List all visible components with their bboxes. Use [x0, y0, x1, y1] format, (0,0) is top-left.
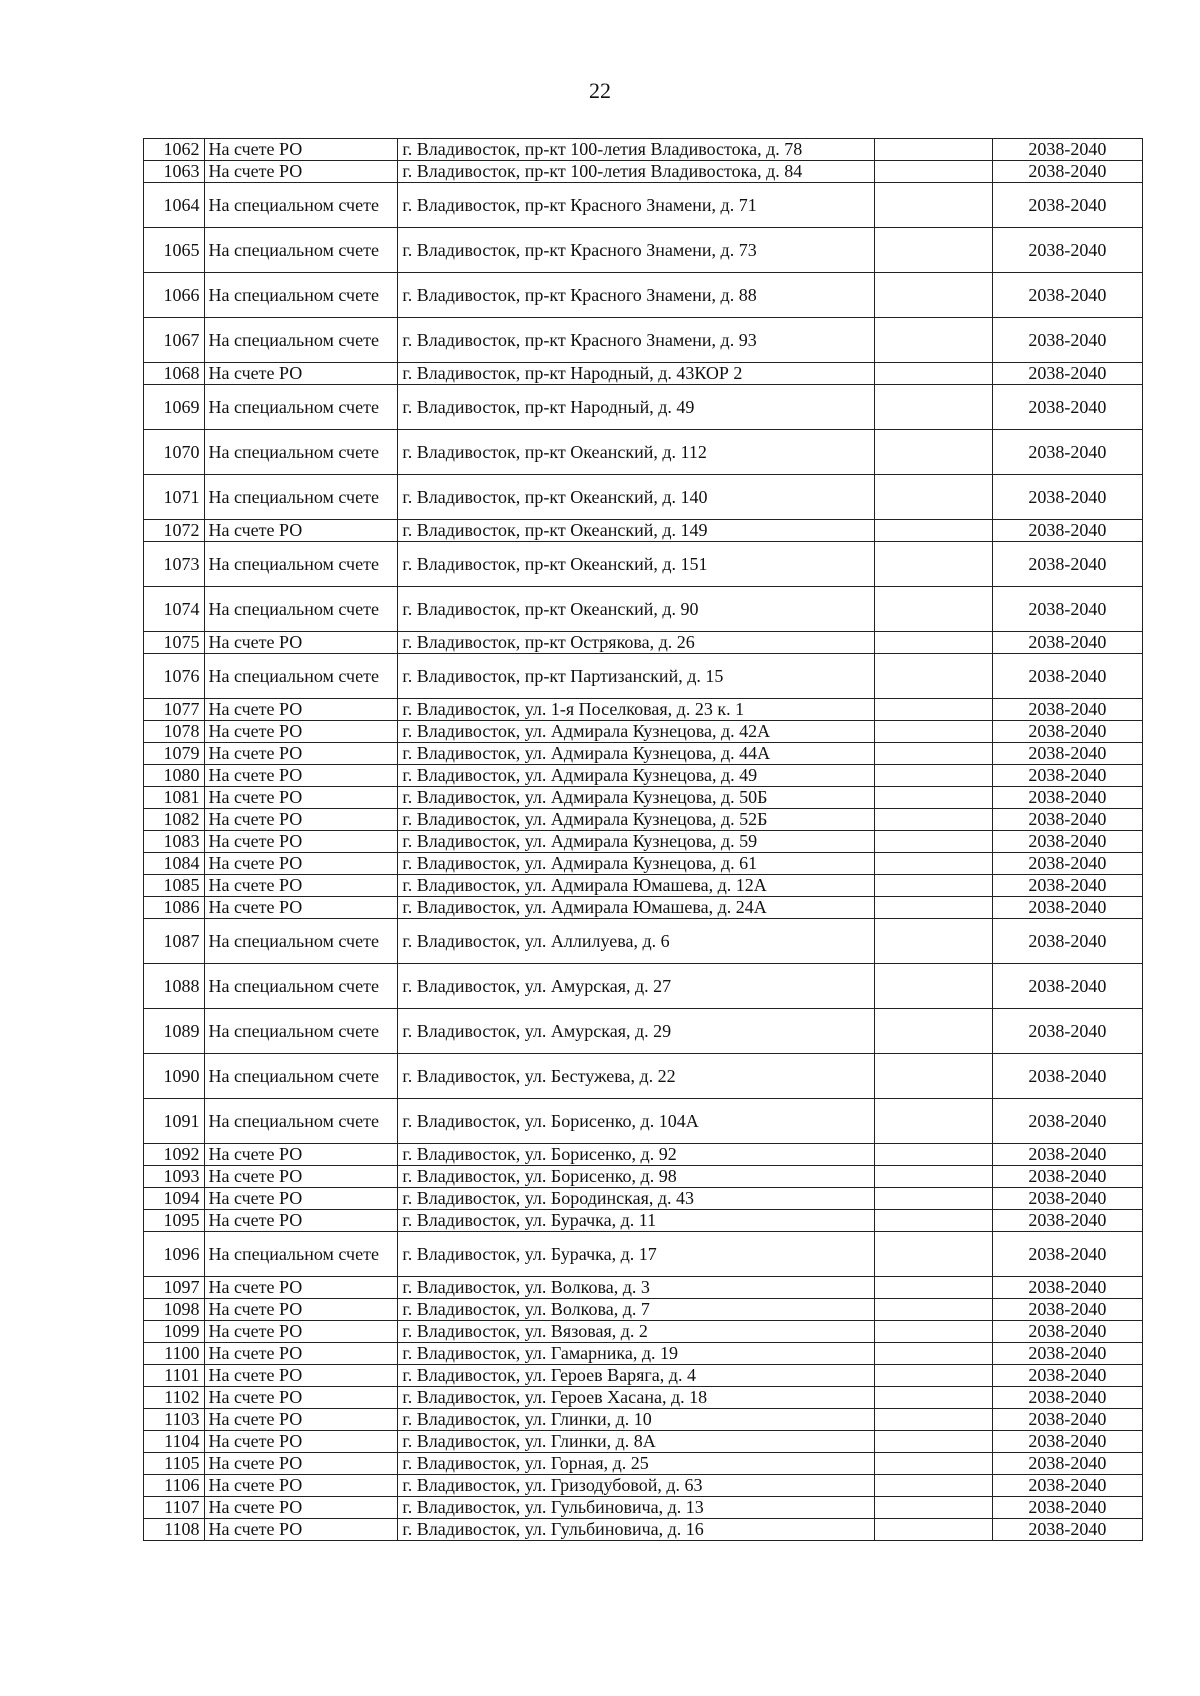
row-number: 1094	[144, 1188, 205, 1210]
row-number: 1066	[144, 273, 205, 318]
table-row	[144, 699, 1143, 721]
row-number: 1099	[144, 1321, 205, 1343]
table-row	[144, 1431, 1143, 1453]
account-type: На специальном счете	[204, 475, 398, 520]
repair-period: 2038-2040	[992, 875, 1142, 897]
table-row	[144, 183, 1143, 228]
account-type: На счете РО	[204, 632, 398, 654]
repair-period: 2038-2040	[992, 1453, 1142, 1475]
row-number: 1084	[144, 853, 205, 875]
row-number: 1079	[144, 743, 205, 765]
empty-cell	[874, 363, 992, 385]
repair-period: 2038-2040	[992, 318, 1142, 363]
address: г. Владивосток, ул. Вязовая, д. 2	[398, 1321, 875, 1343]
empty-cell	[874, 1188, 992, 1210]
row-number: 1108	[144, 1519, 205, 1541]
row-number: 1104	[144, 1431, 205, 1453]
address: г. Владивосток, ул. Бурачка, д. 11	[398, 1210, 875, 1232]
row-number: 1073	[144, 542, 205, 587]
account-type: На счете РО	[204, 161, 398, 183]
table-row	[144, 587, 1143, 632]
repair-period: 2038-2040	[992, 743, 1142, 765]
row-number: 1083	[144, 831, 205, 853]
table-row	[144, 765, 1143, 787]
empty-cell	[874, 318, 992, 363]
account-type: На специальном счете	[204, 430, 398, 475]
row-number: 1074	[144, 587, 205, 632]
row-number: 1102	[144, 1387, 205, 1409]
repair-period: 2038-2040	[992, 1009, 1142, 1054]
table-row	[144, 743, 1143, 765]
account-type: На счете РО	[204, 1144, 398, 1166]
empty-cell	[874, 831, 992, 853]
repair-period: 2038-2040	[992, 183, 1142, 228]
page-number: 22	[589, 78, 611, 103]
repair-period: 2038-2040	[992, 721, 1142, 743]
account-type: На специальном счете	[204, 1009, 398, 1054]
table-row	[144, 520, 1143, 542]
account-type: На счете РО	[204, 1343, 398, 1365]
repair-period: 2038-2040	[992, 1210, 1142, 1232]
empty-cell	[874, 1210, 992, 1232]
table-row	[144, 875, 1143, 897]
empty-cell	[874, 273, 992, 318]
empty-cell	[874, 587, 992, 632]
empty-cell	[874, 809, 992, 831]
account-type: На счете РО	[204, 721, 398, 743]
table-row	[144, 1497, 1143, 1519]
empty-cell	[874, 161, 992, 183]
table-row	[144, 853, 1143, 875]
address: г. Владивосток, пр-кт Острякова, д. 26	[398, 632, 875, 654]
row-number: 1082	[144, 809, 205, 831]
table-row	[144, 1365, 1143, 1387]
row-number: 1096	[144, 1232, 205, 1277]
repair-period: 2038-2040	[992, 1054, 1142, 1099]
repair-period: 2038-2040	[992, 809, 1142, 831]
address: г. Владивосток, ул. Борисенко, д. 98	[398, 1166, 875, 1188]
account-type: На счете РО	[204, 809, 398, 831]
row-number: 1095	[144, 1210, 205, 1232]
address: г. Владивосток, ул. 1-я Поселковая, д. 23 к. 1	[398, 699, 875, 721]
empty-cell	[874, 1166, 992, 1188]
account-type: На счете РО	[204, 1299, 398, 1321]
row-number: 1101	[144, 1365, 205, 1387]
empty-cell	[874, 475, 992, 520]
table-row	[144, 964, 1143, 1009]
row-number: 1078	[144, 721, 205, 743]
account-type: На счете РО	[204, 787, 398, 809]
table-row	[144, 809, 1143, 831]
empty-cell	[874, 654, 992, 699]
account-type: На счете РО	[204, 1431, 398, 1453]
table-row	[144, 897, 1143, 919]
empty-cell	[874, 139, 992, 161]
repair-period: 2038-2040	[992, 1232, 1142, 1277]
empty-cell	[874, 853, 992, 875]
address: г. Владивосток, ул. Адмирала Юмашева, д. 12А	[398, 875, 875, 897]
account-type: На счете РО	[204, 1387, 398, 1409]
repair-period: 2038-2040	[992, 1387, 1142, 1409]
table-row	[144, 1343, 1143, 1365]
empty-cell	[874, 787, 992, 809]
address: г. Владивосток, ул. Бурачка, д. 17	[398, 1232, 875, 1277]
empty-cell	[874, 1232, 992, 1277]
repair-period: 2038-2040	[992, 1321, 1142, 1343]
row-number: 1093	[144, 1166, 205, 1188]
account-type: На счете РО	[204, 853, 398, 875]
table-row	[144, 632, 1143, 654]
empty-cell	[874, 1054, 992, 1099]
row-number: 1091	[144, 1099, 205, 1144]
row-number: 1075	[144, 632, 205, 654]
account-type: На счете РО	[204, 1277, 398, 1299]
table-row	[144, 228, 1143, 273]
repair-period: 2038-2040	[992, 787, 1142, 809]
empty-cell	[874, 385, 992, 430]
repair-period: 2038-2040	[992, 475, 1142, 520]
row-number: 1068	[144, 363, 205, 385]
address: г. Владивосток, пр-кт Красного Знамени, д. 73	[398, 228, 875, 273]
empty-cell	[874, 1144, 992, 1166]
account-type: На специальном счете	[204, 654, 398, 699]
account-type: На счете РО	[204, 1409, 398, 1431]
row-number: 1076	[144, 654, 205, 699]
table-body	[144, 139, 1143, 1541]
table-row	[144, 139, 1143, 161]
account-type: На счете РО	[204, 1166, 398, 1188]
repair-period: 2038-2040	[992, 363, 1142, 385]
row-number: 1089	[144, 1009, 205, 1054]
repair-period: 2038-2040	[992, 273, 1142, 318]
table-row	[144, 475, 1143, 520]
address: г. Владивосток, ул. Адмирала Кузнецова, д. 52Б	[398, 809, 875, 831]
table-row	[144, 161, 1143, 183]
repair-period: 2038-2040	[992, 1099, 1142, 1144]
empty-cell	[874, 743, 992, 765]
empty-cell	[874, 699, 992, 721]
repair-period: 2038-2040	[992, 228, 1142, 273]
repair-period: 2038-2040	[992, 1343, 1142, 1365]
address: г. Владивосток, ул. Бестужева, д. 22	[398, 1054, 875, 1099]
account-type: На специальном счете	[204, 542, 398, 587]
empty-cell	[874, 964, 992, 1009]
address: г. Владивосток, ул. Амурская, д. 27	[398, 964, 875, 1009]
account-type: На специальном счете	[204, 1099, 398, 1144]
account-type: На специальном счете	[204, 1232, 398, 1277]
account-type: На счете РО	[204, 699, 398, 721]
table-row	[144, 430, 1143, 475]
row-number: 1107	[144, 1497, 205, 1519]
row-number: 1100	[144, 1343, 205, 1365]
account-type: На счете РО	[204, 1365, 398, 1387]
table-row	[144, 1299, 1143, 1321]
empty-cell	[874, 1453, 992, 1475]
row-number: 1081	[144, 787, 205, 809]
empty-cell	[874, 1387, 992, 1409]
row-number: 1077	[144, 699, 205, 721]
housing-registry-table	[143, 138, 1143, 1541]
repair-period: 2038-2040	[992, 430, 1142, 475]
row-number: 1067	[144, 318, 205, 363]
empty-cell	[874, 1365, 992, 1387]
empty-cell	[874, 183, 992, 228]
table-row	[144, 654, 1143, 699]
address: г. Владивосток, пр-кт Океанский, д. 140	[398, 475, 875, 520]
table-row	[144, 1054, 1143, 1099]
account-type: На специальном счете	[204, 273, 398, 318]
table-row	[144, 1387, 1143, 1409]
empty-cell	[874, 721, 992, 743]
address: г. Владивосток, ул. Глинки, д. 10	[398, 1409, 875, 1431]
row-number: 1097	[144, 1277, 205, 1299]
account-type: На специальном счете	[204, 385, 398, 430]
repair-period: 2038-2040	[992, 1166, 1142, 1188]
row-number: 1062	[144, 139, 205, 161]
table-row	[144, 273, 1143, 318]
address: г. Владивосток, пр-кт 100-летия Владивостока, д. 84	[398, 161, 875, 183]
row-number: 1088	[144, 964, 205, 1009]
table-row	[144, 1277, 1143, 1299]
empty-cell	[874, 1277, 992, 1299]
repair-period: 2038-2040	[992, 1299, 1142, 1321]
row-number: 1092	[144, 1144, 205, 1166]
address: г. Владивосток, ул. Волкова, д. 7	[398, 1299, 875, 1321]
row-number: 1069	[144, 385, 205, 430]
empty-cell	[874, 1409, 992, 1431]
account-type: На специальном счете	[204, 183, 398, 228]
repair-period: 2038-2040	[992, 919, 1142, 964]
table-row	[144, 1210, 1143, 1232]
table-row	[144, 1475, 1143, 1497]
repair-period: 2038-2040	[992, 1409, 1142, 1431]
empty-cell	[874, 228, 992, 273]
empty-cell	[874, 875, 992, 897]
account-type: На счете РО	[204, 875, 398, 897]
address: г. Владивосток, ул. Борисенко, д. 104А	[398, 1099, 875, 1144]
address: г. Владивосток, ул. Гульбиновича, д. 13	[398, 1497, 875, 1519]
table-row	[144, 1453, 1143, 1475]
repair-period: 2038-2040	[992, 139, 1142, 161]
address: г. Владивосток, ул. Адмирала Кузнецова, д. 61	[398, 853, 875, 875]
account-type: На специальном счете	[204, 919, 398, 964]
account-type: На счете РО	[204, 1497, 398, 1519]
row-number: 1086	[144, 897, 205, 919]
empty-cell	[874, 1343, 992, 1365]
repair-period: 2038-2040	[992, 765, 1142, 787]
repair-period: 2038-2040	[992, 1188, 1142, 1210]
repair-period: 2038-2040	[992, 1497, 1142, 1519]
row-number: 1090	[144, 1054, 205, 1099]
table-row	[144, 318, 1143, 363]
table-row	[144, 1166, 1143, 1188]
address: г. Владивосток, пр-кт Красного Знамени, д. 88	[398, 273, 875, 318]
row-number: 1065	[144, 228, 205, 273]
address: г. Владивосток, ул. Гризодубовой, д. 63	[398, 1475, 875, 1497]
account-type: На счете РО	[204, 897, 398, 919]
row-number: 1085	[144, 875, 205, 897]
empty-cell	[874, 765, 992, 787]
row-number: 1064	[144, 183, 205, 228]
table-row	[144, 1232, 1143, 1277]
address: г. Владивосток, ул. Адмирала Кузнецова, д. 50Б	[398, 787, 875, 809]
address: г. Владивосток, ул. Адмирала Кузнецова, д. 42А	[398, 721, 875, 743]
address: г. Владивосток, ул. Гамарника, д. 19	[398, 1343, 875, 1365]
table-row	[144, 919, 1143, 964]
table-row	[144, 1099, 1143, 1144]
table-row	[144, 542, 1143, 587]
repair-period: 2038-2040	[992, 161, 1142, 183]
table-row	[144, 787, 1143, 809]
repair-period: 2038-2040	[992, 654, 1142, 699]
address: г. Владивосток, пр-кт Океанский, д. 149	[398, 520, 875, 542]
account-type: На счете РО	[204, 1210, 398, 1232]
row-number: 1087	[144, 919, 205, 964]
account-type: На счете РО	[204, 363, 398, 385]
repair-period: 2038-2040	[992, 1277, 1142, 1299]
empty-cell	[874, 632, 992, 654]
empty-cell	[874, 1431, 992, 1453]
row-number: 1063	[144, 161, 205, 183]
repair-period: 2038-2040	[992, 1144, 1142, 1166]
table-row	[144, 1519, 1143, 1541]
address: г. Владивосток, ул. Героев Хасана, д. 18	[398, 1387, 875, 1409]
empty-cell	[874, 1299, 992, 1321]
repair-period: 2038-2040	[992, 897, 1142, 919]
table-row	[144, 831, 1143, 853]
empty-cell	[874, 1519, 992, 1541]
address: г. Владивосток, ул. Горная, д. 25	[398, 1453, 875, 1475]
account-type: На счете РО	[204, 1519, 398, 1541]
repair-period: 2038-2040	[992, 587, 1142, 632]
account-type: На специальном счете	[204, 318, 398, 363]
repair-period: 2038-2040	[992, 1519, 1142, 1541]
table-row	[144, 1409, 1143, 1431]
empty-cell	[874, 1321, 992, 1343]
address: г. Владивосток, ул. Волкова, д. 3	[398, 1277, 875, 1299]
empty-cell	[874, 1497, 992, 1519]
address: г. Владивосток, пр-кт Красного Знамени, д. 93	[398, 318, 875, 363]
address: г. Владивосток, ул. Бородинская, д. 43	[398, 1188, 875, 1210]
address: г. Владивосток, пр-кт 100-летия Владивостока, д. 78	[398, 139, 875, 161]
repair-period: 2038-2040	[992, 1475, 1142, 1497]
account-type: На счете РО	[204, 1188, 398, 1210]
address: г. Владивосток, ул. Героев Варяга, д. 4	[398, 1365, 875, 1387]
account-type: На счете РО	[204, 765, 398, 787]
row-number: 1098	[144, 1299, 205, 1321]
address: г. Владивосток, пр-кт Народный, д. 43КОР 2	[398, 363, 875, 385]
row-number: 1072	[144, 520, 205, 542]
address: г. Владивосток, пр-кт Партизанский, д. 15	[398, 654, 875, 699]
repair-period: 2038-2040	[992, 520, 1142, 542]
account-type: На счете РО	[204, 1453, 398, 1475]
address: г. Владивосток, ул. Глинки, д. 8А	[398, 1431, 875, 1453]
account-type: На счете РО	[204, 1475, 398, 1497]
row-number: 1080	[144, 765, 205, 787]
table-row	[144, 363, 1143, 385]
address: г. Владивосток, ул. Адмирала Кузнецова, д. 59	[398, 831, 875, 853]
row-number: 1105	[144, 1453, 205, 1475]
account-type: На специальном счете	[204, 1054, 398, 1099]
empty-cell	[874, 897, 992, 919]
account-type: На специальном счете	[204, 587, 398, 632]
repair-period: 2038-2040	[992, 385, 1142, 430]
address: г. Владивосток, ул. Борисенко, д. 92	[398, 1144, 875, 1166]
table-row	[144, 1321, 1143, 1343]
empty-cell	[874, 1475, 992, 1497]
address: г. Владивосток, пр-кт Народный, д. 49	[398, 385, 875, 430]
address: г. Владивосток, ул. Адмирала Кузнецова, д. 44А	[398, 743, 875, 765]
row-number: 1071	[144, 475, 205, 520]
repair-period: 2038-2040	[992, 964, 1142, 1009]
empty-cell	[874, 1009, 992, 1054]
address: г. Владивосток, пр-кт Океанский, д. 90	[398, 587, 875, 632]
account-type: На счете РО	[204, 520, 398, 542]
empty-cell	[874, 520, 992, 542]
account-type: На счете РО	[204, 831, 398, 853]
table-row	[144, 385, 1143, 430]
address: г. Владивосток, ул. Адмирала Юмашева, д. 24А	[398, 897, 875, 919]
address: г. Владивосток, ул. Амурская, д. 29	[398, 1009, 875, 1054]
repair-period: 2038-2040	[992, 699, 1142, 721]
account-type: На счете РО	[204, 139, 398, 161]
repair-period: 2038-2040	[992, 1431, 1142, 1453]
address: г. Владивосток, пр-кт Красного Знамени, д. 71	[398, 183, 875, 228]
empty-cell	[874, 542, 992, 587]
table-row	[144, 721, 1143, 743]
account-type: На специальном счете	[204, 228, 398, 273]
row-number: 1106	[144, 1475, 205, 1497]
repair-period: 2038-2040	[992, 853, 1142, 875]
address: г. Владивосток, ул. Гульбиновича, д. 16	[398, 1519, 875, 1541]
table-row	[144, 1009, 1143, 1054]
empty-cell	[874, 1099, 992, 1144]
empty-cell	[874, 430, 992, 475]
repair-period: 2038-2040	[992, 1365, 1142, 1387]
empty-cell	[874, 919, 992, 964]
repair-period: 2038-2040	[992, 831, 1142, 853]
address: г. Владивосток, ул. Аллилуева, д. 6	[398, 919, 875, 964]
account-type: На счете РО	[204, 743, 398, 765]
repair-period: 2038-2040	[992, 632, 1142, 654]
table-row	[144, 1188, 1143, 1210]
table-row	[144, 1144, 1143, 1166]
address: г. Владивосток, ул. Адмирала Кузнецова, д. 49	[398, 765, 875, 787]
address: г. Владивосток, пр-кт Океанский, д. 112	[398, 430, 875, 475]
account-type: На специальном счете	[204, 964, 398, 1009]
account-type: На счете РО	[204, 1321, 398, 1343]
row-number: 1103	[144, 1409, 205, 1431]
repair-period: 2038-2040	[992, 542, 1142, 587]
address: г. Владивосток, пр-кт Океанский, д. 151	[398, 542, 875, 587]
row-number: 1070	[144, 430, 205, 475]
